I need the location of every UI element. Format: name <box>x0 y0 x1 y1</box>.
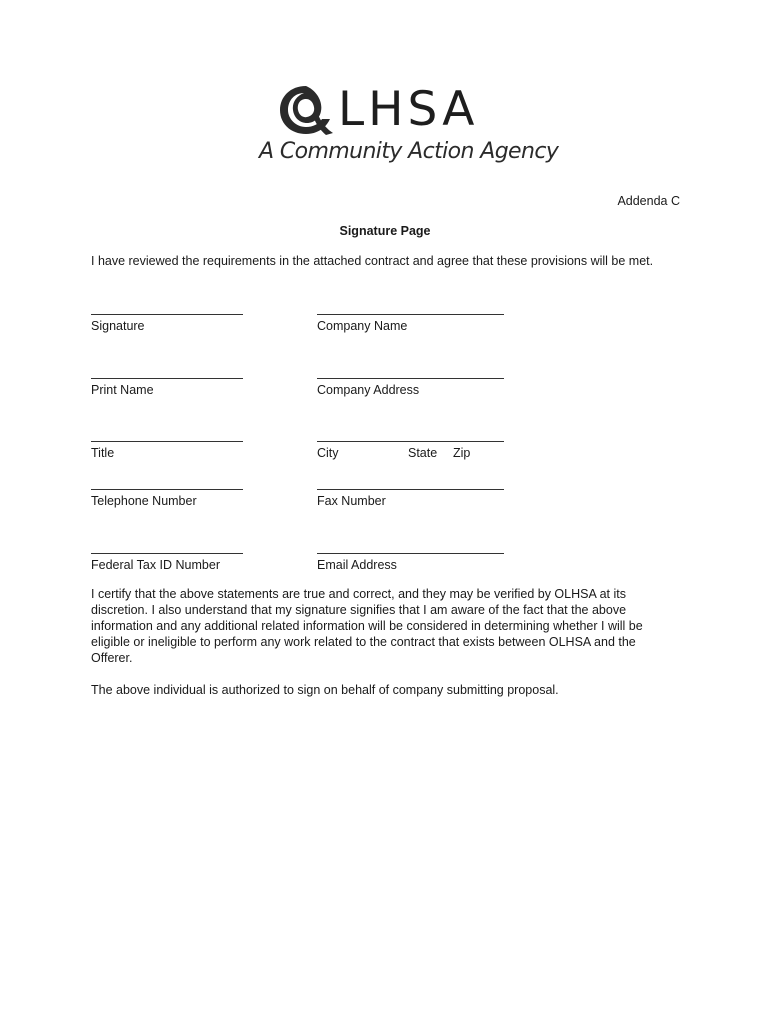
email-label: Email Address <box>317 558 397 572</box>
company-address-label: Company Address <box>317 383 420 397</box>
city-state-zip-line <box>317 441 504 442</box>
federal-tax-id-line <box>91 553 243 554</box>
fax-label: Fax Number <box>317 494 386 508</box>
certification-line: discretion. I also understand that my signature signifies that I am aware of the fact that the above <box>91 603 627 617</box>
print-name-line <box>91 378 243 379</box>
certification-line: Offerer. <box>91 651 133 665</box>
company-name-line <box>317 314 504 315</box>
authorization-statement: The above individual is authorized to sign on behalf of company submitting proposal. <box>91 683 559 697</box>
certification-line: information and any additional related information will be considered in determining whether I will be <box>91 619 643 633</box>
print-name-label: Print Name <box>91 383 154 397</box>
page-title: Signature Page <box>339 224 431 238</box>
company-name-label: Company Name <box>317 319 408 333</box>
fax-line <box>317 489 504 490</box>
telephone-label: Telephone Number <box>91 494 197 508</box>
title-label: Title <box>91 446 115 460</box>
federal-tax-id-label: Federal Tax ID Number <box>91 558 220 572</box>
certification-paragraph <box>91 586 691 666</box>
logo-tagline: A Community Action Agency <box>259 139 559 164</box>
signature-line <box>91 314 243 315</box>
certification-line: eligible or ineligible to perform any work related to the contract that exists between OLHSA and the <box>91 635 636 649</box>
email-line <box>317 553 504 554</box>
intro-statement: I have reviewed the requirements in the attached contract and agree that these provisions will be met. <box>91 254 654 268</box>
state-label: State <box>408 446 438 460</box>
olhsa-swirl-o-icon <box>276 82 336 138</box>
city-label: City <box>317 446 339 460</box>
certification-line: I certify that the above statements are true and correct, and they may be verified by OLHSA at its <box>91 587 626 601</box>
olhsa-logo <box>276 82 500 138</box>
logo-wordmark: LHSA <box>338 82 479 137</box>
telephone-line <box>91 489 243 490</box>
addenda-label: Addenda C <box>617 194 680 208</box>
company-address-line <box>317 378 504 379</box>
signature-label: Signature <box>91 319 145 333</box>
zip-label: Zip <box>453 446 471 460</box>
title-line <box>91 441 243 442</box>
